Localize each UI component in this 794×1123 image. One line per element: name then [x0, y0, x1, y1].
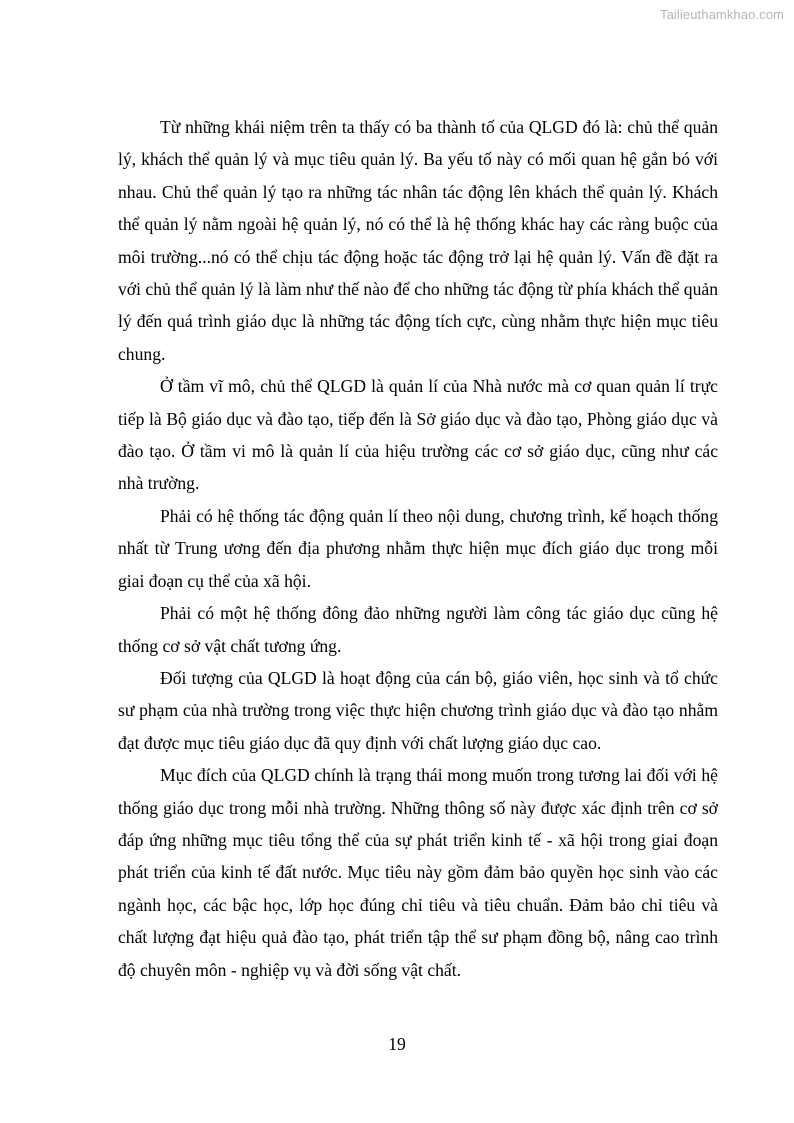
paragraph-1: Từ những khái niệm trên ta thấy có ba thành tố của QLGD đó là: chủ thể quản lý, khách thể quản lý và mục tiêu quản lý. Ba yếu tố này có mối quan hệ gắn bó với nhau. Chủ thể quản lý tạo ra những tác nhân tác động lên khách thể quản lý. Khách thể quản lý nằm ngoài hệ quản lý, nó có thể là hệ thống khác hay các ràng buộc của môi trường...nó có thể chịu tác động hoặc tác động trở lại hệ quản lý. Vấn đề đặt ra với chủ thể quản lý là làm như thế nào để cho những tác động từ phía khách thể quản lý đến quá trình giáo dục là những tác động tích cực, cùng nhằm thực hiện mục tiêu chung.: [118, 117, 718, 364]
paragraph-3: Phải có hệ thống tác động quản lí theo nội dung, chương trình, kế hoạch thống nhất từ Trung ương đến địa phương nhằm thực hiện mục đích giáo dục trong mỗi giai đoạn cụ thể của xã hội.: [118, 505, 718, 591]
page-number: 19: [388, 1034, 406, 1054]
document-body: [118, 111, 718, 986]
paragraph-6: Mục đích của QLGD chính là trạng thái mong muốn trong tương lai đối với hệ thống giáo dục trong mỗi nhà trường. Những thông số này được xác định trên cơ sở đáp ứng những mục tiêu tổng thể của sự phát triển kinh tế - xã hội trong giai đoạn phát triển của kinh tế đất nước. Mục tiêu này gồm đảm bảo quyền học sinh vào các ngành học, các bậc học, lớp học đúng chỉ tiêu và tiêu chuẩn. Đảm bảo chỉ tiêu và chất lượng đạt hiệu quả đào tạo, phát triển tập thể sư phạm đồng bộ, nâng cao trình độ chuyên môn - nghiệp vụ và đời sống vật chất.: [118, 765, 718, 980]
paragraph-4: Phải có một hệ thống đông đảo những người làm công tác giáo dục cũng hệ thống cơ sở vật chất tương ứng.: [118, 603, 718, 656]
watermark-text: Tailieuthamkhao.com: [659, 7, 784, 22]
paragraph-2: Ở tầm vĩ mô, chủ thể QLGD là quản lí của Nhà nước mà cơ quan quản lí trực tiếp là Bộ giáo dục và đào tạo, tiếp đến là Sở giáo dục và đào tạo, Phòng giáo dục và đào tạo. Ở tầm vi mô là quản lí của hiệu trường các cơ sở giáo dục, cũng như các nhà trường.: [118, 376, 718, 494]
paragraph-5: Đối tượng của QLGD là hoạt động của cán bộ, giáo viên, học sinh và tổ chức sư phạm của nhà trường trong việc thực hiện chương trình giáo dục và đào tạo nhằm đạt được mục tiêu giáo dục đã quy định với chất lượng giáo dục cao.: [118, 667, 718, 753]
